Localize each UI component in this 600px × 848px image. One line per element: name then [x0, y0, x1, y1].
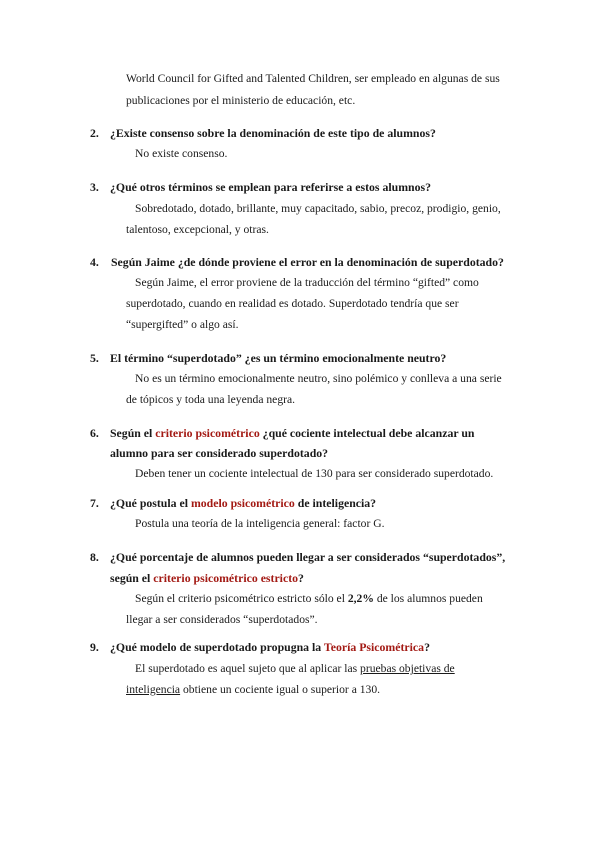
question-9 [110, 639, 430, 655]
question-number: 6. [90, 426, 99, 440]
question-6-text-post: ¿qué cociente intelectual debe alcanzar un [259, 426, 475, 440]
answer-8-text-post: de los alumnos pueden [373, 592, 483, 605]
answer-2: No existe consenso. [135, 147, 228, 160]
question-4: Según Jaime ¿de dónde proviene el error en la denominación de superdotado? [111, 255, 504, 269]
highlight-term: modelo psicométrico [190, 496, 295, 510]
answer-4-line-3: “supergifted” o algo así. [126, 318, 239, 331]
answer-9-line-2 [126, 682, 380, 698]
answer-3-line-1: Sobredotado, dotado, brillante, muy capacitado, sabio, precoz, prodigio, genio, [135, 202, 501, 215]
question-number: 8. [90, 550, 99, 564]
question-6-text-pre: Según el [110, 426, 156, 440]
answer-8-text-pre: Según el criterio psicométrico estricto sólo el [135, 592, 348, 605]
answer-8-line-1 [135, 591, 483, 607]
question-6-line-2: alumno para ser considerado superdotado? [110, 446, 329, 460]
question-9-text-pre: ¿Qué modelo de superdotado propugna la [110, 640, 324, 654]
answer-5-line-2: de tópicos y toda una leyenda negra. [126, 393, 296, 406]
question-number: 9. [90, 640, 99, 654]
underlined-term: pruebas objetivas de [360, 662, 455, 675]
question-number: 7. [90, 496, 99, 510]
question-number: 2. [90, 126, 99, 140]
underlined-term: inteligencia [126, 683, 181, 696]
highlight-term: Teoría Psicométrica [323, 640, 425, 654]
question-2: ¿Existe consenso sobre la denominación de este tipo de alumnos? [110, 126, 436, 140]
question-6 [110, 425, 474, 441]
highlight-term: criterio psicométrico [155, 426, 260, 440]
question-7 [110, 495, 376, 511]
answer-7: Postula una teoría de la inteligencia general: factor G. [135, 517, 385, 530]
question-number: 4. [90, 255, 99, 269]
answer-8-line-2: llegar a ser considerados “superdotados”. [126, 613, 318, 626]
answer-6: Deben tener un cociente intelectual de 130 para ser considerado superdotado. [135, 467, 494, 480]
question-7-text-post: de inteligencia? [294, 496, 377, 510]
question-8-text-post: ? [298, 571, 304, 585]
answer-5-line-1: No es un término emocionalmente neutro, sino polémico y conlleva a una serie [135, 372, 502, 385]
answer-9-text-pre: El superdotado es aquel sujeto que al aplicar las [135, 662, 361, 675]
question-8-line-2 [110, 570, 304, 586]
question-number: 5. [90, 351, 99, 365]
intro-line-1: World Council for Gifted and Talented Children, ser empleado en algunas de sus [126, 72, 500, 85]
intro-line-2: publicaciones por el ministerio de educación, etc. [126, 94, 356, 107]
question-8-text-pre: según el [110, 571, 154, 585]
answer-3-line-2: talentoso, excepcional, y otras. [126, 223, 269, 236]
question-8-line-1: ¿Qué porcentaje de alumnos pueden llegar a ser considerados “superdotados”, [110, 550, 506, 564]
question-number: 3. [90, 180, 99, 194]
highlight-term: criterio psicométrico estricto [153, 571, 299, 585]
question-3: ¿Qué otros términos se emplean para referirse a estos alumnos? [110, 180, 431, 194]
answer-4-line-2: superdotado, cuando en realidad es dotado. Superdotado tendría que ser [126, 297, 459, 310]
question-9-text-post: ? [424, 640, 430, 654]
question-5: El término “superdotado” ¿es un término emocionalmente neutro? [110, 351, 447, 365]
answer-4-line-1: Según Jaime, el error proviene de la traducción del término “gifted” como [135, 276, 479, 289]
answer-9-text-post: obtiene un cociente igual o superior a 130. [180, 683, 381, 696]
percentage-value: 2,2% [347, 592, 374, 605]
answer-9-line-1 [135, 661, 455, 677]
question-7-text-pre: ¿Qué postula el [110, 496, 191, 510]
